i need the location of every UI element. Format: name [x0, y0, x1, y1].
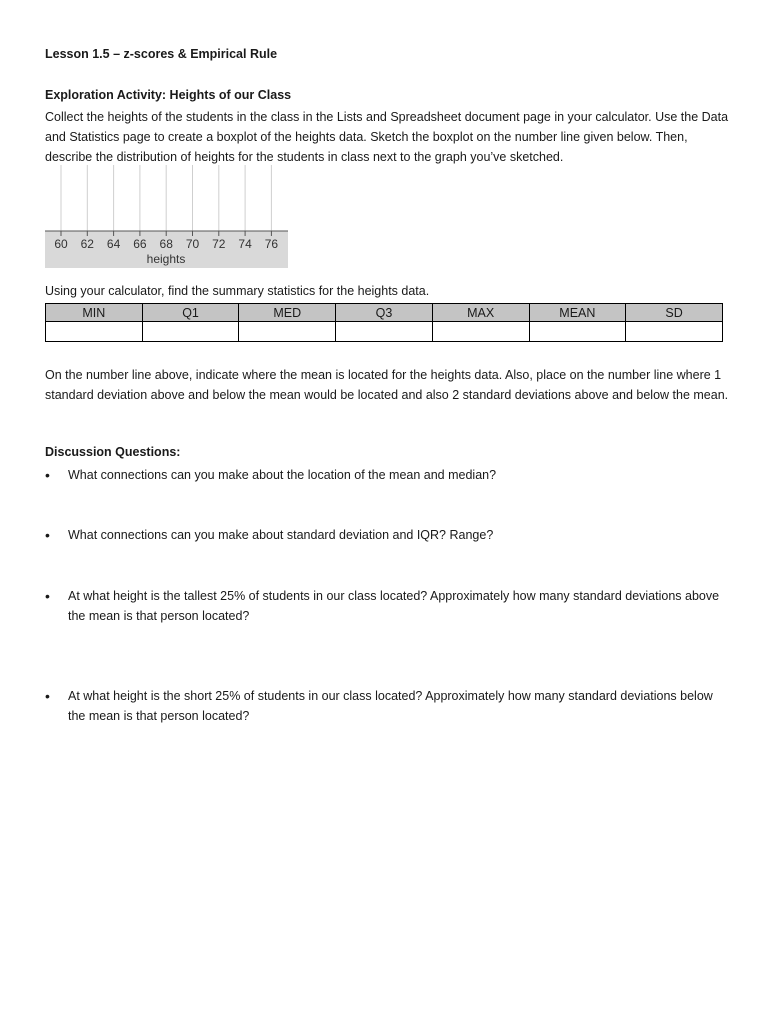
bullet-icon: •	[45, 527, 50, 543]
question-item	[45, 465, 725, 485]
number-line-tick-label: 72	[212, 237, 226, 251]
number-line-tick-label: 60	[54, 237, 68, 251]
header-min: MIN	[46, 304, 143, 322]
cell-sd[interactable]	[626, 322, 723, 342]
cell-mean[interactable]	[529, 322, 626, 342]
discussion-title: Discussion Questions:	[45, 445, 181, 459]
table-header-row	[46, 304, 723, 322]
number-line-tick-label: 74	[238, 237, 252, 251]
cell-q1[interactable]	[142, 322, 239, 342]
cell-min[interactable]	[46, 322, 143, 342]
number-line-tick-label: 64	[106, 237, 121, 251]
question-item	[45, 525, 725, 545]
question-text: At what height is the tallest 25% of students in our class located? Approximately how many standard deviations above the mean is that person located?	[68, 589, 720, 623]
number-line-figure	[45, 165, 288, 268]
question-text: What connections can you make about the location of the mean and median?	[68, 468, 497, 482]
cell-med[interactable]	[239, 322, 336, 342]
activity-title: Exploration Activity: Heights of our Class	[45, 88, 292, 102]
question-item	[45, 686, 725, 726]
bullet-icon: •	[45, 467, 50, 483]
mean-instruction-paragraph: On the number line above, indicate where the mean is located for the heights data. Also, place on the number line where 1 standard deviation above and below the mean would be located and also 2 standard deviations above and below the mean.	[45, 368, 729, 402]
cell-max[interactable]	[432, 322, 529, 342]
number-line-tick-label: 70	[185, 237, 200, 251]
number-line-tick-label: 62	[80, 237, 94, 251]
number-line-tick-labels	[54, 237, 278, 251]
header-sd: SD	[626, 304, 723, 322]
number-line-axis-label: heights	[146, 252, 186, 266]
header-med: MED	[239, 304, 336, 322]
header-q1: Q1	[142, 304, 239, 322]
bullet-icon: •	[45, 588, 50, 604]
header-mean: MEAN	[529, 304, 626, 322]
intro-paragraph: Collect the heights of the students in the class in the Lists and Spreadsheet document page in your calculator. Use the Data and Statistics page to create a boxplot of the heights data. Sketch the boxplot on the number line given below. Then, describe the distribution of heights for the students in class next to the graph you’ve sketched.	[45, 110, 729, 164]
calculator-instruction: Using your calculator, find the summary statistics for the heights data.	[45, 284, 430, 298]
bullet-icon: •	[45, 688, 50, 704]
table-row	[46, 322, 723, 342]
question-text: At what height is the short 25% of students in our class located? Approximately how many standard deviations below the mean is that person located?	[68, 689, 713, 723]
header-q3: Q3	[336, 304, 433, 322]
header-max: MAX	[432, 304, 529, 322]
number-line-tick-label: 76	[264, 237, 279, 251]
lesson-title: Lesson 1.5 – z-scores & Empirical Rule	[45, 47, 278, 61]
cell-q3[interactable]	[336, 322, 433, 342]
number-line-tick-label: 68	[159, 237, 173, 251]
number-line-gridlines	[61, 165, 271, 231]
summary-statistics-table	[45, 303, 723, 342]
number-line-tick-label: 66	[133, 237, 147, 251]
question-text: What connections can you make about standard deviation and IQR? Range?	[68, 528, 494, 542]
number-line-svg	[45, 165, 288, 268]
question-item	[45, 586, 725, 626]
